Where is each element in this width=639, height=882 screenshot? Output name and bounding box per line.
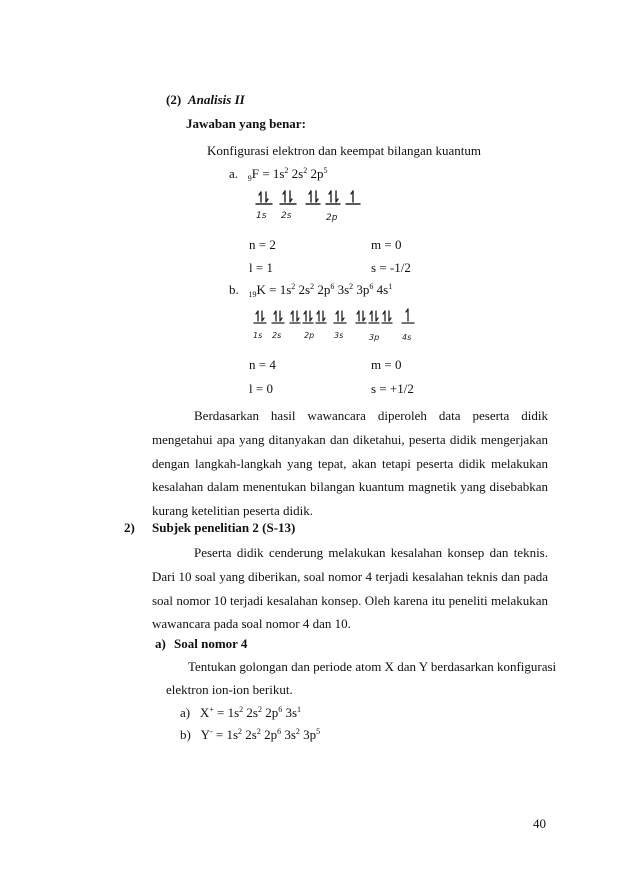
exp: 2 [291, 282, 296, 291]
answer-heading: Jawaban yang benar: [186, 116, 306, 131]
exp: 6 [277, 727, 282, 736]
item-letter: b. [229, 282, 239, 297]
orbital-label: 3p [369, 333, 380, 342]
orbital-label: 2s [272, 331, 282, 340]
ion-charge: - [209, 727, 213, 736]
exp: 2 [295, 727, 300, 736]
quantum-n-a: n = 2 [249, 237, 276, 252]
analysis-title: Analisis II [188, 92, 245, 107]
exp: 2 [284, 166, 289, 175]
quantum-m-b: m = 0 [371, 357, 402, 372]
exp: 2 [239, 705, 244, 714]
sub-title: Soal nomor 4 [174, 636, 248, 651]
exp: 6 [330, 282, 335, 291]
ion-symbol: X [199, 705, 210, 720]
option-letter: a) [180, 705, 191, 720]
option-b [180, 727, 320, 743]
config-line-a [229, 166, 327, 182]
quantum-l-a: l = 1 [249, 260, 273, 275]
paragraph-interview-result [152, 404, 548, 523]
exp: 2 [303, 166, 308, 175]
config-part: 2s [295, 282, 311, 297]
config-part: 3s [281, 727, 296, 742]
sub-number: a) [155, 636, 166, 651]
config-part: 2s [288, 166, 304, 181]
config-start: F = 1s [251, 166, 285, 181]
option-a [180, 705, 301, 721]
exp: 1 [388, 282, 393, 291]
orbital-label: 2p [304, 331, 315, 340]
config-part: 3p [299, 727, 317, 742]
page-number: 40 [533, 816, 546, 831]
question-line-2: elektron ion-ion berikut. [166, 682, 293, 697]
answer-intro: Konfigurasi elektron dan keempat bilangan kuantum [207, 143, 482, 158]
section-number: 2) [124, 520, 135, 535]
section-title: Subjek penelitian 2 (S-13) [152, 520, 296, 535]
exp: 2 [238, 727, 243, 736]
config-part: 3s [282, 705, 298, 720]
exp: 5 [316, 727, 321, 736]
config-part: 3p [353, 282, 370, 297]
ion-charge: + [209, 705, 214, 714]
config-line-b [229, 282, 392, 298]
config-part: 2p [261, 705, 279, 720]
quantum-l-b: l = 0 [249, 381, 273, 396]
orbital-label: 4s [402, 333, 412, 342]
config-start: = 1s [213, 705, 240, 720]
exp: 5 [323, 166, 328, 175]
exp: 2 [349, 282, 354, 291]
orbital-label: 2s [281, 211, 292, 221]
quantum-m-a: m = 0 [371, 237, 402, 252]
orbital-label: 1s [253, 331, 263, 340]
exp: 2 [256, 727, 261, 736]
exp: 2 [257, 705, 262, 714]
config-part: 2s [242, 727, 257, 742]
config-part: 2p [314, 282, 331, 297]
config-part: 2p [307, 166, 324, 181]
orbital-label: 2p [326, 213, 338, 223]
paragraph-text: Berdasarkan hasil wawancara diperoleh data peserta didik mengetahui apa yang ditanyakan dan diketahui, peserta didik mengerjakan dengan langkah-langkah yang tepat, akan tetapi peserta didik melakukan kesalahan dalam menentukan bilangan kuantum magnetik yang disebabkan kurang ketelitian peserta didik. [152, 408, 548, 519]
orbital-diagram-k [252, 303, 422, 345]
exp: 6 [278, 705, 283, 714]
config-start: K = 1s [256, 282, 292, 297]
config-part: 2p [260, 727, 278, 742]
question-line-1: Tentukan golongan dan periode atom X dan Y berdasarkan konfigurasi [188, 659, 557, 674]
exp: 1 [297, 705, 302, 714]
analysis-number: (2) [166, 92, 182, 107]
atomic-number: 9 [247, 174, 252, 183]
config-part: 2s [243, 705, 258, 720]
ion-symbol: Y [200, 727, 210, 742]
atomic-number: 19 [248, 290, 257, 299]
quantum-n-b: n = 4 [249, 357, 276, 372]
config-part: 3s [334, 282, 350, 297]
orbital-label: 3s [334, 331, 344, 340]
paragraph-subject-2 [152, 541, 548, 636]
paragraph-text: Peserta didik cenderung melakukan kesalahan konsep dan teknis. Dari 10 soal yang diberikan, soal nomor 4 terjadi kesalahan teknis dan pada soal nomor 10 terjadi kesalahan konsep. Oleh karena itu peneliti melakukan wawancara pada soal nomor 4 dan 10. [152, 545, 548, 632]
orbital-diagram-f [252, 186, 372, 224]
exp: 2 [310, 282, 315, 291]
item-letter: a. [229, 166, 239, 181]
config-start: = 1s [212, 727, 239, 742]
quantum-s-a: s = -1/2 [371, 260, 411, 275]
exp: 6 [369, 282, 374, 291]
config-part: 4s [373, 282, 389, 297]
orbital-label: 1s [256, 211, 267, 221]
quantum-s-b: s = +1/2 [371, 381, 414, 396]
option-letter: b) [180, 727, 191, 742]
